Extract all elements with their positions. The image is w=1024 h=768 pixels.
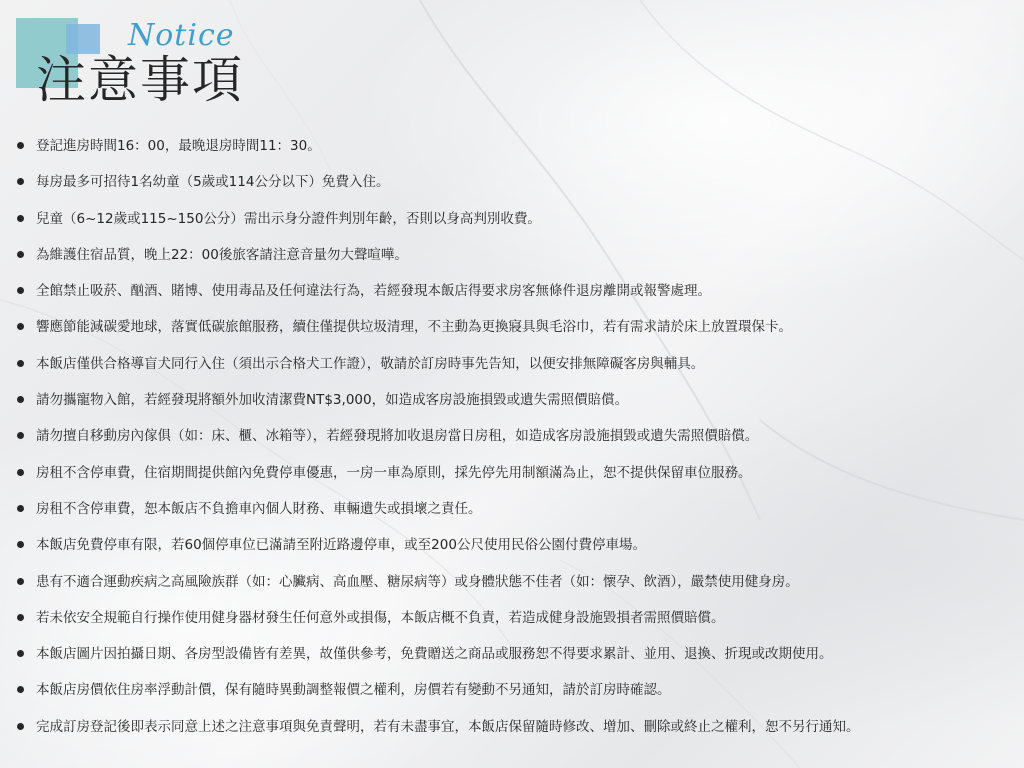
note-text: 每房最多可招待1名幼童（5歲或114公分以下）免費入住。 bbox=[36, 174, 390, 191]
bullet-icon bbox=[17, 469, 24, 476]
list-item bbox=[0, 671, 1024, 707]
list-item bbox=[0, 381, 1024, 417]
bullet-icon bbox=[17, 142, 24, 149]
list-item bbox=[0, 417, 1024, 453]
list-item bbox=[0, 635, 1024, 671]
note-text: 患有不適合運動疾病之高風險族群（如：心臟病、高血壓、糖尿病等）或身體狀態不佳者（如：懷孕、飲酒），嚴禁使用健身房。 bbox=[36, 573, 799, 590]
list-item bbox=[0, 563, 1024, 599]
bullet-icon bbox=[17, 505, 24, 512]
note-text: 房租不含停車費，住宿期間提供館內免費停車優惠，一房一車為原則，採先停先用制額滿為止，恕不提供保留車位服務。 bbox=[36, 464, 752, 481]
bullet-icon bbox=[17, 432, 24, 439]
note-text: 請勿攜寵物入館，若經發現將額外加收清潔費NT$3,000，如造成客房設施損毀或遺失需照價賠償。 bbox=[36, 392, 629, 409]
bullet-icon bbox=[17, 614, 24, 621]
note-text: 本飯店房價依住房率浮動計價，保有隨時異動調整報價之權利，房價若有變動不另通知，請於訂房時確認。 bbox=[36, 682, 671, 699]
note-text: 兒童（6~12歲或115~150公分）需出示身分證件判別年齡，否則以身高判別收費。 bbox=[36, 210, 541, 227]
bullet-icon bbox=[17, 323, 24, 330]
list-item bbox=[0, 599, 1024, 635]
list-item bbox=[0, 708, 1024, 744]
note-text: 登記進房時間16：00，最晚退房時間11：30。 bbox=[36, 138, 321, 154]
bullet-icon bbox=[17, 396, 24, 403]
note-text: 請勿擅自移動房內傢俱（如：床、櫃、冰箱等），若經發現將加收退房當日房租，如造成客房設施損毀或遺失需照價賠償。 bbox=[36, 428, 759, 445]
list-item bbox=[0, 308, 1024, 344]
list-item bbox=[0, 272, 1024, 308]
notice-script-label: Notice bbox=[128, 18, 235, 53]
bullet-icon bbox=[17, 178, 24, 185]
bullet-icon bbox=[17, 251, 24, 258]
bullet-icon bbox=[17, 215, 24, 222]
note-text: 完成訂房登記後即表示同意上述之注意事項與免責聲明，若有未盡事宜，本飯店保留隨時修改、增加、刪除或終止之權利，恕不另行通知。 bbox=[36, 718, 860, 735]
bullet-icon bbox=[17, 578, 24, 585]
note-text: 若未依安全規範自行操作使用健身器材發生任何意外或損傷，本飯店概不負責，若造成健身設施毀損者需照價賠償。 bbox=[36, 609, 725, 626]
bullet-icon bbox=[17, 360, 24, 367]
note-text: 本飯店圖片因拍攝日期、各房型設備皆有差異，故僅供參考，免費贈送之商品或服務恕不得要求累計、並用、退換、折現或改期使用。 bbox=[36, 646, 833, 663]
list-item bbox=[0, 490, 1024, 526]
bullet-icon bbox=[17, 287, 24, 294]
bullet-icon bbox=[17, 723, 24, 730]
list-item bbox=[0, 454, 1024, 490]
note-text: 本飯店僅供合格導盲犬同行入住（須出示合格犬工作證），敬請於訂房時事先告知，以便安排無障礙客房與輔具。 bbox=[36, 355, 705, 372]
notice-header bbox=[0, 0, 300, 120]
bullet-icon bbox=[17, 650, 24, 657]
list-item bbox=[0, 236, 1024, 272]
note-text: 響應節能減碳愛地球，落實低碳旅館服務，續住僅提供垃圾清理，不主動為更換寢具與毛浴巾，若有需求請於床上放置環保卡。 bbox=[36, 319, 792, 336]
note-text: 全館禁止吸菸、酗酒、賭博、使用毒品及任何違法行為，若經發現本飯店得要求房客無條件退房離開或報警處理。 bbox=[36, 283, 711, 300]
page-title: 注意事項 bbox=[36, 51, 244, 109]
list-item bbox=[0, 526, 1024, 562]
bullet-icon bbox=[17, 541, 24, 548]
list-item bbox=[0, 163, 1024, 199]
list-item bbox=[0, 200, 1024, 236]
note-text: 本飯店免費停車有限，若60個停車位已滿請至附近路邊停車，或至200公尺使用民俗公園付費停車場。 bbox=[36, 537, 646, 554]
notice-list bbox=[0, 127, 1024, 744]
list-item bbox=[0, 127, 1024, 163]
list-item bbox=[0, 345, 1024, 381]
note-text: 房租不含停車費，恕本飯店不負擔車內個人財務、車輛遺失或損壞之責任。 bbox=[36, 500, 482, 517]
note-text: 為維護住宿品質，晚上22：00後旅客請注意音量勿大聲喧嘩。 bbox=[36, 246, 408, 263]
bullet-icon bbox=[17, 686, 24, 693]
